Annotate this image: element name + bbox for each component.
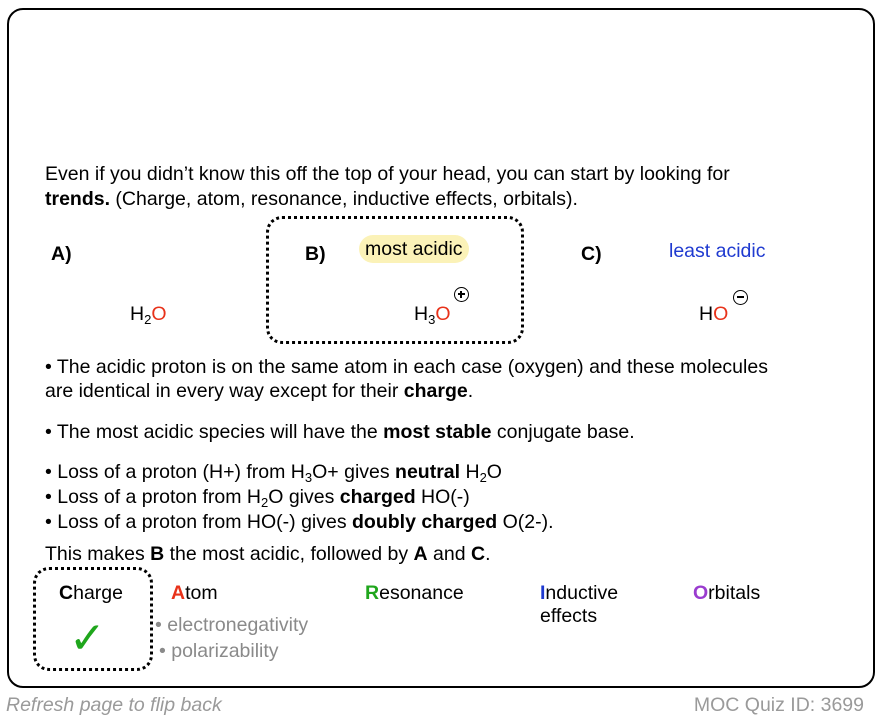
trend-orbitals: Orbitals — [693, 582, 761, 604]
bullet-hydroxide: • Loss of a proton from HO(-) gives doubly charged O(2-). — [45, 511, 554, 533]
formula-h3o-plus: $H_3O$ — [414, 303, 451, 327]
trend-inductive-line2: effects — [540, 605, 598, 627]
option-c-label: C) — [581, 243, 602, 265]
intro-trends-bold: trends. — [45, 188, 111, 210]
trend-inductive: Inductive — [540, 582, 619, 604]
atom-electronegativity: • electronegativity — [155, 614, 309, 636]
checkmark-icon: ✓ — [69, 613, 106, 664]
minus-charge-icon — [733, 290, 748, 305]
intro-line-2 — [45, 187, 578, 211]
trend-resonance: Resonance — [365, 582, 464, 604]
refresh-hint: Refresh page to flip back — [6, 694, 222, 716]
formula-h2o: $H_2O$ — [130, 303, 167, 327]
most-acidic-tag: most acidic — [359, 237, 469, 261]
option-a-label: A) — [51, 243, 72, 265]
bullet-h2o: • Loss of a proton from $H_2O$ gives charged HO(-) — [45, 486, 470, 510]
formula-hydroxide: HO — [699, 303, 729, 325]
explanation-line-2: are identical in every way except for their charge. — [45, 380, 474, 402]
intro-trends-list: (Charge, atom, resonance, inductive effects, orbitals). — [110, 188, 578, 210]
least-acidic-tag: least acidic — [669, 240, 766, 262]
bullet-h3o: • Loss of a proton (H+) from $H_3O+$ gives neutral $H_2O$ — [45, 461, 502, 485]
conclusion: This makes B the most acidic, followed by A and C. — [45, 543, 491, 565]
quiz-id: MOC Quiz ID: 3699 — [693, 694, 864, 716]
option-b-label: B) — [305, 243, 326, 265]
trend-charge: Charge — [59, 582, 123, 604]
explanation-stability: • The most acidic species will have the most stable conjugate base. — [45, 421, 635, 443]
explanation-line-1: • The acidic proton is on the same atom in each case (oxygen) and these molecules — [45, 356, 768, 378]
intro-line-1 — [45, 162, 730, 186]
intro-text: Even if you didn’t know this off the top of your head, you can start by looking for — [45, 163, 730, 185]
quiz-card[interactable] — [7, 8, 875, 688]
trend-atom: Atom — [171, 582, 218, 604]
atom-polarizability: • polarizability — [159, 640, 279, 662]
plus-charge-icon — [454, 287, 469, 302]
